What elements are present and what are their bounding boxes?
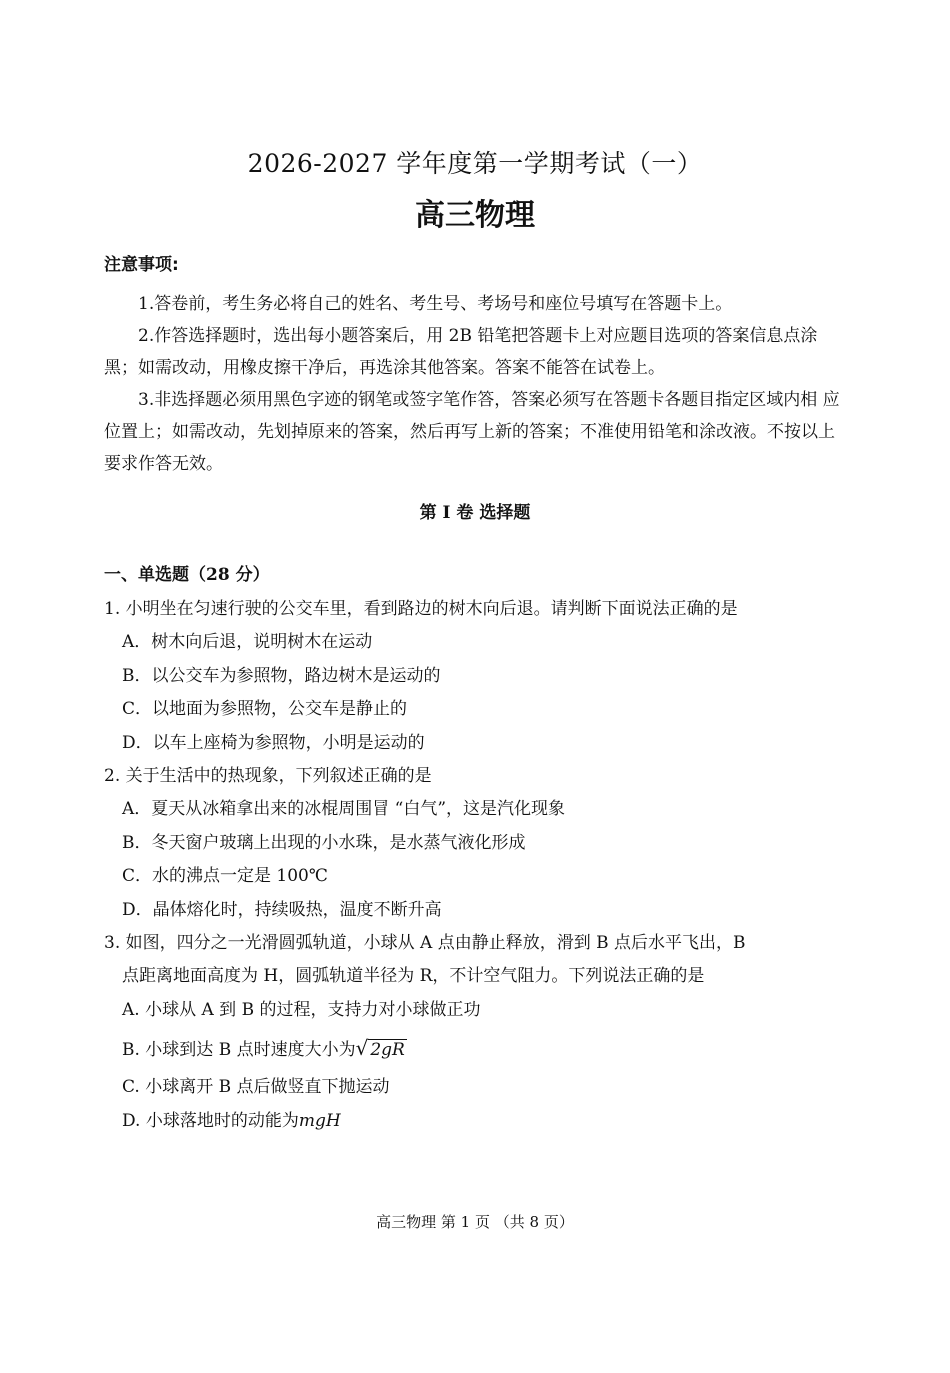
section-heading: 第 I 卷 选择题 [419,503,531,523]
question-stem-continued: 点距离地面高度为 H，圆弧轨道半径为 R，不计空气阻力。下列说法正确的是 [122,966,705,987]
question-stem: 2. 关于生活中的热现象，下列叙述正确的是 [104,766,432,787]
question-3 [104,927,849,1138]
option-b: B．冬天窗户玻璃上出现的小水珠，是水蒸气液化形成 [122,832,526,853]
part-heading: 一、单选题（28 分） [104,565,270,585]
option-b [104,1027,849,1071]
radical-sign-icon: √ [355,1036,369,1061]
option-a: A．夏天从冰箱拿出来的冰棍周围冒 “白气”，这是汽化现象 [122,799,566,820]
question-stem: 1. 小明坐在匀速行驶的公交车里，看到路边的树木向后退。请判断下面说法正确的是 [104,599,738,619]
question-stem: 3. 如图，四分之一光滑圆弧轨道，小球从 A 点由静止释放，滑到 B 点后水平飞出，B [104,933,746,954]
option-a: A．树木向后退，说明树木在运动 [122,632,373,653]
option-c: C. 小球离开 B 点后做竖直下抛运动 [122,1077,390,1098]
option-d: D．以车上座椅为参照物，小明是运动的 [122,732,425,753]
question-1 [104,593,849,760]
option-a: A. 小球从 A 到 B 的过程，支持力对小球做正功 [122,999,481,1020]
page-footer: 高三物理 第 1 页 （共 8 页） [376,1213,574,1231]
option-d-math: mgH [298,1110,341,1131]
sqrt-radicand: 2gR [370,1040,405,1061]
sqrt-expression [356,1027,407,1071]
option-d: D．晶体熔化时，持续吸热，温度不断升高 [122,899,442,920]
notice-item: 2.作答选择题时，选出每小题答案后，用 2B 铅笔把答题卡上对应题目选项的答案信息点涂黑；如需改动，用橡皮擦干净后，再选涂其他答案。答案不能答在试卷上。 [104,326,818,378]
notice-list [104,288,844,480]
option-b-text: B. 小球到达 B 点时速度大小为 [122,1040,356,1061]
option-d [104,1105,849,1138]
notice-heading: 注意事项: [104,255,179,275]
option-c: C．以地面为参照物，公交车是静止的 [122,699,408,720]
option-d-text: D. 小球落地时的动能为 [122,1110,299,1131]
question-2 [104,760,849,927]
notice-item: 3.非选择题必须用黑色字迹的钢笔或签字笔作答，答案必须写在答题卡各题目指定区域内相 应位置上；如需改动，先划掉原来的答案，然后再写上新的答案；不准使用铅笔和涂改液。不按以上要求作答无效。 [104,390,840,474]
exam-subject: 高三物理 [415,198,535,233]
notice-item: 1.答卷前，考生务必将自己的姓名、考生号、考场号和座位号填写在答题卡上。 [138,294,733,314]
option-c: C．水的沸点一定是 100℃ [122,866,328,887]
option-b: B．以公交车为参照物，路边树木是运动的 [122,665,441,686]
question-list [104,593,849,1138]
exam-title: 2026-2027 学年度第一学期考试（一） [247,149,703,178]
